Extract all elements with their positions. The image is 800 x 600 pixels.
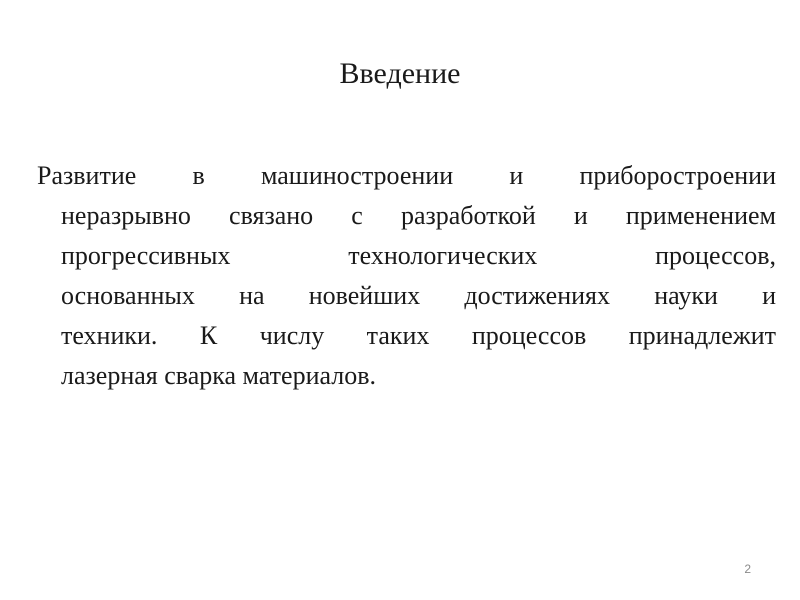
page-number: 2 <box>744 562 751 576</box>
slide-title: Введение <box>339 57 461 90</box>
paragraph-line: техники. К числу таких процессов принадлежит <box>61 321 776 350</box>
paragraph-line: Развитие в машиностроении и приборостроении <box>37 161 776 190</box>
paragraph-line: лазерная сварка материалов. <box>61 361 377 390</box>
paragraph-line: неразрывно связано с разработкой и применением <box>61 201 776 230</box>
slide-body-paragraph <box>37 156 776 396</box>
paragraph-line: основанных на новейших достижениях науки и <box>61 281 776 310</box>
paragraph-line: прогрессивных технологических процессов, <box>61 241 776 270</box>
